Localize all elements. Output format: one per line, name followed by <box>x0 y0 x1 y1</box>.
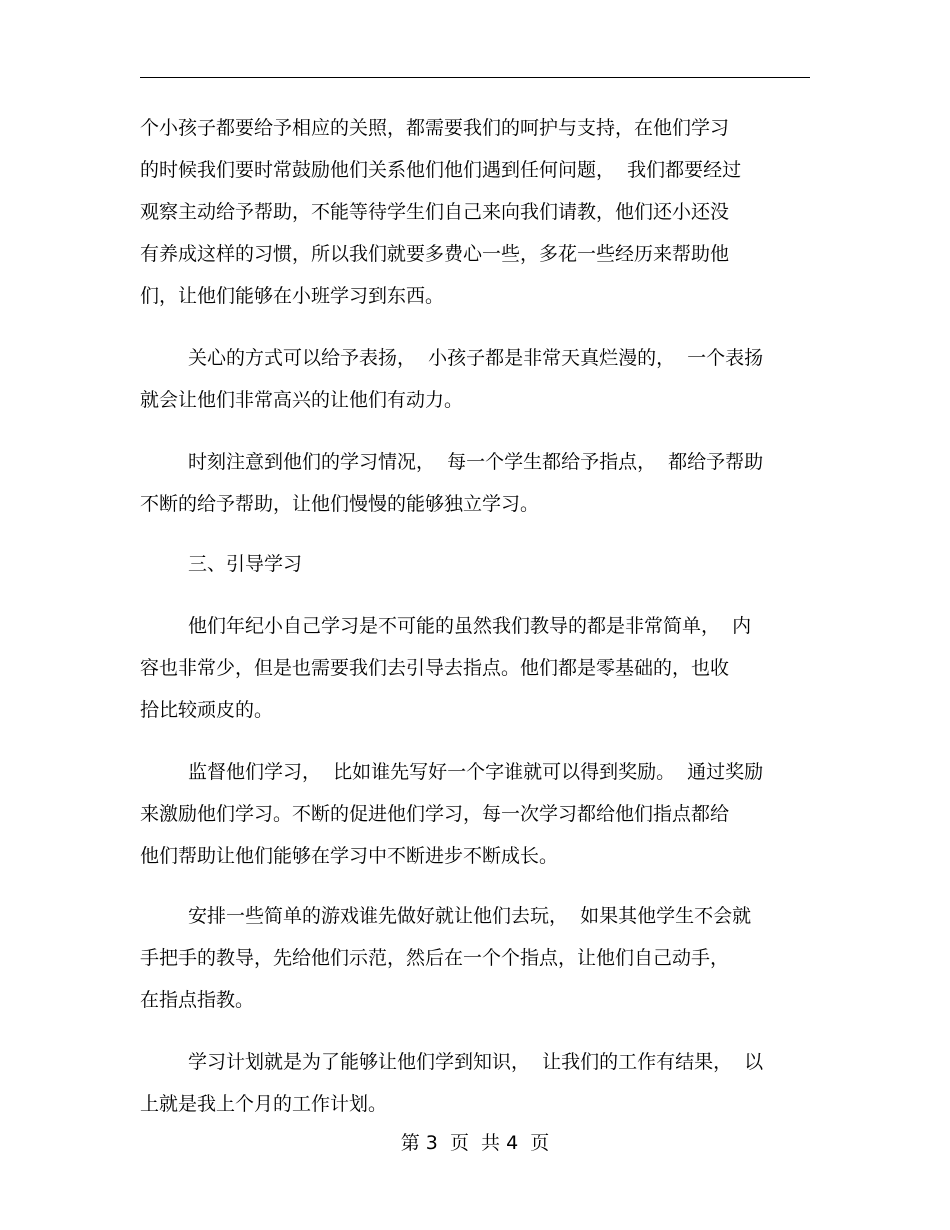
text-line: 有养成这样的习惯，所以我们就要多费心一些，多花一些经历来帮助他 <box>140 243 730 265</box>
text-line: 观察主动给予帮助，不能等待学生们自己来向我们请教，他们还小还没 <box>140 201 730 223</box>
text-line: 就会让他们非常高兴的让他们有动力。 <box>140 389 464 411</box>
text-line: 个小孩子都要给予相应的关照，都需要我们的呵护与支持，在他们学习 <box>140 117 730 139</box>
text-line: 手把手的教导，先给他们示范，然后在一个个指点，让他们自己动手， <box>140 947 730 969</box>
text-line: 的时候我们要时常鼓励他们关系他们他们遇到任何问题， 我们都要经过 <box>140 159 742 181</box>
text-line: 安排一些简单的游戏谁先做好就让他们去玩， 如果其他学生不会就 <box>188 905 752 927</box>
text-line: 不断的给予帮助，让他们慢慢的能够独立学习。 <box>140 493 540 515</box>
text-line: 监督他们学习， 比如谁先写好一个字谁就可以得到奖励。 通过奖励 <box>188 761 764 783</box>
text-line: 学习计划就是为了能够让他们学到知识， 让我们的工作有结果， 以 <box>188 1051 764 1073</box>
text-line: 们，让他们能够在小班学习到东西。 <box>140 285 445 307</box>
text-line: 在指点指教。 <box>140 989 255 1011</box>
page-number-footer: 第 3 页 共 4 页 <box>400 1132 550 1154</box>
text-line: 上就是我上个月的工作计划。 <box>140 1093 388 1115</box>
text-line: 拾比较顽皮的。 <box>140 699 274 721</box>
header-rule <box>140 77 810 78</box>
text-line: 容也非常少，但是也需要我们去引导去指点。他们都是零基础的，也收 <box>140 657 730 679</box>
text-line: 关心的方式可以给予表扬， 小孩子都是非常天真烂漫的， 一个表扬 <box>188 347 764 369</box>
text-line: 时刻注意到他们的学习情况， 每一个学生都给予指点， 都给予帮助 <box>188 451 764 473</box>
section-heading: 三、引导学习 <box>188 553 303 575</box>
text-line: 来激励他们学习。不断的促进他们学习，每一次学习都给他们指点都给 <box>140 803 730 825</box>
text-line: 他们帮助让他们能够在学习中不断进步不断成长。 <box>140 845 559 867</box>
text-line: 他们年纪小自己学习是不可能的虽然我们教导的都是非常简单， 内 <box>188 615 752 637</box>
